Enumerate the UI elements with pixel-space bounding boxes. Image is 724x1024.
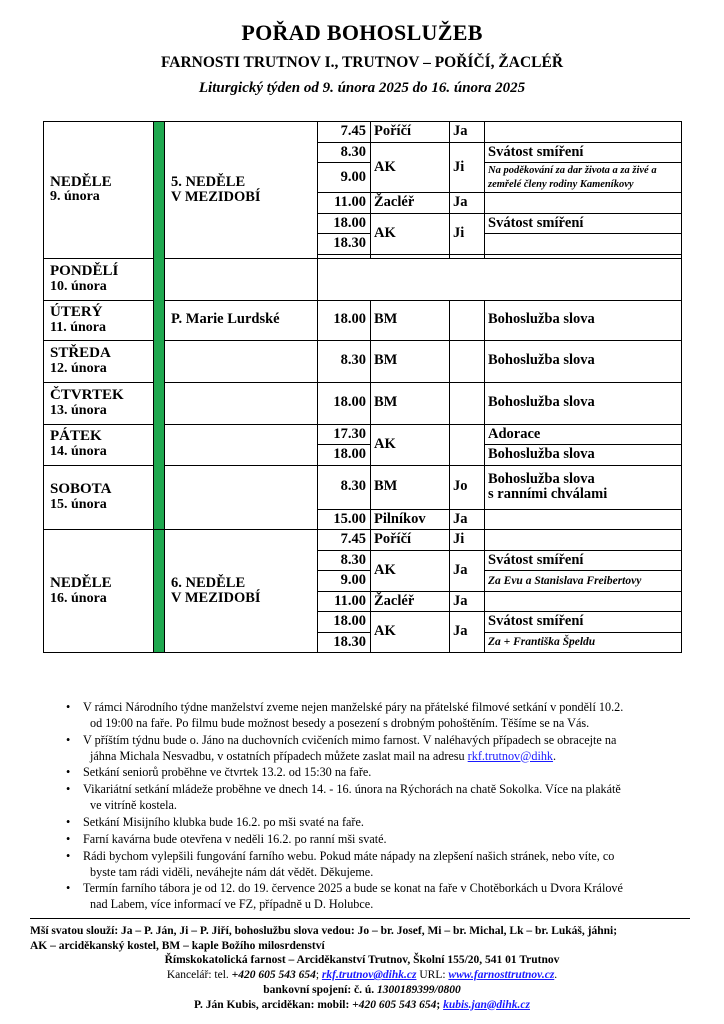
time-cell: 18.30: [318, 632, 371, 653]
place-legend: AK – arciděkanský kostel, BM – kaple Božího milosrdenství: [30, 939, 325, 952]
note-cell: Bohoslužba slova: [485, 382, 682, 424]
place-cell: AK: [371, 424, 450, 465]
mass-intention: Na poděkování za dar života a za živé a zemřelé členy rodiny Kameníkovy: [485, 163, 682, 193]
office-contact: Kancelář: tel. +420 605 543 654; rkf.trutnov@dihk.cz URL: www.farnosttrutnov.cz.: [166, 969, 558, 982]
priest-cell: Ji: [450, 213, 485, 254]
time-cell: 8.30: [318, 465, 371, 509]
feast-cell: [165, 258, 318, 300]
place-cell: Žacléř: [371, 193, 450, 214]
time-cell: 9.00: [318, 571, 371, 592]
list-item: • Farní kavárna bude otevřena v neděli 16.2. po ranní mši svaté.: [66, 832, 692, 848]
time-cell: 11.00: [318, 591, 371, 612]
table-row: [44, 530, 682, 551]
place-cell: AK: [371, 213, 450, 254]
place-cell: Poříčí: [371, 122, 450, 143]
time-cell: 9.00: [318, 163, 371, 193]
priest-cell: [450, 424, 485, 465]
note-cell: [485, 193, 682, 214]
page-title: POŘAD BOHOSLUŽEB: [241, 20, 483, 45]
day-cell: STŘEDA 12. února: [44, 340, 154, 382]
priest-cell: Ja: [450, 509, 485, 530]
list-item: • Rádi bychom vylepšili fungování farního webu. Pokud máte nápady na zlepšení našich stránek, nebo víte, co byste tam rádi viděli, neváhejte nám dát vědět. Děkujeme.: [66, 849, 692, 881]
list-item: • Termín farního tábora je od 12. do 19. července 2025 a bude se konat na faře v Chotěborkách u Dvora Králové nad Labem, více informací ve FZ, případně u D. Holubce.: [66, 881, 692, 913]
priest-cell: Ja: [450, 612, 485, 653]
feast-cell: [165, 382, 318, 424]
place-cell: AK: [371, 612, 450, 653]
note-cell: Svátost smíření: [485, 550, 682, 571]
mass-intention: Za + Františka Špeldu: [485, 632, 682, 653]
place-cell: Žacléř: [371, 591, 450, 612]
note-cell: [485, 122, 682, 143]
day-cell: PÁTEK 14. února: [44, 424, 154, 465]
place-cell: BM: [371, 382, 450, 424]
place-cell: AK: [371, 142, 450, 193]
priest-cell: [450, 300, 485, 340]
day-cell: SOBOTA 15. února: [44, 465, 154, 530]
time-cell: 18.00: [318, 445, 371, 466]
feast-cell: 5. NEDĚLE V MEZIDOBÍ: [165, 122, 318, 259]
priest-cell: Jo: [450, 465, 485, 509]
place-cell: Poříčí: [371, 530, 450, 551]
bank-account: bankovní spojení: č. ú. 1300189399/0800: [263, 983, 461, 996]
list-item: • Setkání seniorů proběhne ve čtvrtek 13.2. od 15:30 na faře.: [66, 765, 692, 781]
table-row: [44, 340, 682, 382]
place-cell: BM: [371, 340, 450, 382]
priest-cell: Ja: [450, 122, 485, 143]
time-cell: 8.30: [318, 142, 371, 163]
priest-cell: [450, 340, 485, 382]
priest-cell: Ja: [450, 591, 485, 612]
feast-cell: P. Marie Lurdské: [165, 300, 318, 340]
day-cell: NEDĚLE 16. února: [44, 530, 154, 653]
parish-address: Římskokatolická farnost – Arciděkanství Trutnov, Školní 155/20, 541 01 Trutnov: [164, 954, 560, 967]
table-row: [44, 382, 682, 424]
note-cell: Bohoslužba slova: [485, 340, 682, 382]
priest-email-link[interactable]: kubis.jan@dihk.cz: [443, 998, 530, 1011]
note-cell: Bohoslužba slova: [485, 300, 682, 340]
empty-cell: [318, 258, 682, 300]
priest-cell: Ji: [450, 142, 485, 193]
place-cell: Pilníkov: [371, 509, 450, 530]
place-cell: AK: [371, 550, 450, 591]
footer-divider: [30, 918, 690, 919]
note-cell: Svátost smíření: [485, 142, 682, 163]
note-cell: Bohoslužba slova s ranními chválami: [485, 465, 682, 509]
feast-cell: [165, 465, 318, 530]
schedule-table: [43, 121, 682, 653]
time-cell: 7.45: [318, 122, 371, 143]
time-cell: 7.45: [318, 530, 371, 551]
priest-cell: Ji: [450, 530, 485, 551]
time-cell: 18.00: [318, 213, 371, 234]
table-row: [44, 300, 682, 340]
week-range: Liturgický týden od 9. února 2025 do 16. února 2025: [198, 80, 526, 96]
feast-cell: [165, 340, 318, 382]
priest-contact: P. Ján Kubis, arciděkan: mobil: +420 605 543 654; kubis.jan@dihk.cz: [194, 998, 530, 1011]
time-cell: 18.00: [318, 612, 371, 633]
announcements-list: [66, 700, 692, 914]
time-cell: 11.00: [318, 193, 371, 214]
liturgical-color-bar: [154, 122, 165, 530]
note-cell: [485, 530, 682, 551]
time-cell: 8.30: [318, 340, 371, 382]
page-subtitle: FARNOSTI TRUTNOV I., TRUTNOV – POŘÍČÍ, ŽACLÉŘ: [160, 54, 564, 71]
priest-cell: Ja: [450, 550, 485, 591]
time-cell: 15.00: [318, 509, 371, 530]
time-cell: 18.30: [318, 234, 371, 255]
list-item: • V příštím týdnu bude o. Jáno na duchovních cvičeních mimo farnost. V naléhavých případech se obracejte na jáhna Michala Nesvadbu, v ostatních případech můžete zaslat mail na adresu rkf.trutnov@dihk.: [66, 733, 692, 765]
mass-intention: Za Evu a Stanislava Freibertovy: [485, 571, 682, 592]
place-cell: BM: [371, 465, 450, 509]
list-item: • V rámci Národního týdne manželství zveme nejen manželské páry na přátelské filmové setkání v pondělí 10.2. od 19:00 na faře. Po filmu bude možnost besedy a posezení s drobným pohoštěním. Těšíme se na Vás.: [66, 700, 692, 732]
place-cell: BM: [371, 300, 450, 340]
priest-cell: Ja: [450, 193, 485, 214]
note-cell: Bohoslužba slova: [485, 445, 682, 466]
note-cell: [485, 591, 682, 612]
day-cell: NEDĚLE 9. února: [44, 122, 154, 259]
table-row: [44, 465, 682, 509]
office-email-link[interactable]: rkf.trutnov@dihk.cz: [321, 969, 417, 982]
list-item: • Setkání Misijního klubka bude 16.2. po mši svaté na faře.: [66, 815, 692, 831]
note-cell: [485, 234, 682, 255]
day-cell: ČTVRTEK 13. února: [44, 382, 154, 424]
website-link[interactable]: www.farnosttrutnov.cz: [448, 969, 555, 982]
day-cell: PONDĚLÍ 10. února: [44, 258, 154, 300]
clergy-legend: Mší svatou slouží: Ja – P. Ján, Ji – P. Jiří, bohoslužbu slova vedou: Jo – br. Josef, Mi – br. Michal, Lk – br. Lukáš, jáhni;: [30, 925, 618, 937]
note-cell: Adorace: [485, 424, 682, 445]
time-cell: 8.30: [318, 550, 371, 571]
feast-cell: [165, 424, 318, 465]
liturgical-color-bar: [154, 530, 165, 653]
note-cell: [485, 509, 682, 530]
table-row: [44, 424, 682, 445]
note-cell: Svátost smíření: [485, 213, 682, 234]
table-row: [44, 122, 682, 143]
time-cell: 18.00: [318, 300, 371, 340]
time-cell: 18.00: [318, 382, 371, 424]
feast-cell: 6. NEDĚLE V MEZIDOBÍ: [165, 530, 318, 653]
day-cell: ÚTERÝ 11. února: [44, 300, 154, 340]
note-cell: Svátost smíření: [485, 612, 682, 633]
priest-cell: [450, 382, 485, 424]
footer: [30, 924, 694, 1012]
parish-email-link[interactable]: rkf.trutnov@dihk: [467, 748, 554, 763]
list-item: • Vikariátní setkání mládeže proběhne ve dnech 14. - 16. února na Rýchorách na chatě Sokolka. Více na plakátě ve vitríně kostela.: [66, 782, 692, 814]
table-row: [44, 258, 682, 300]
time-cell: 17.30: [318, 424, 371, 445]
